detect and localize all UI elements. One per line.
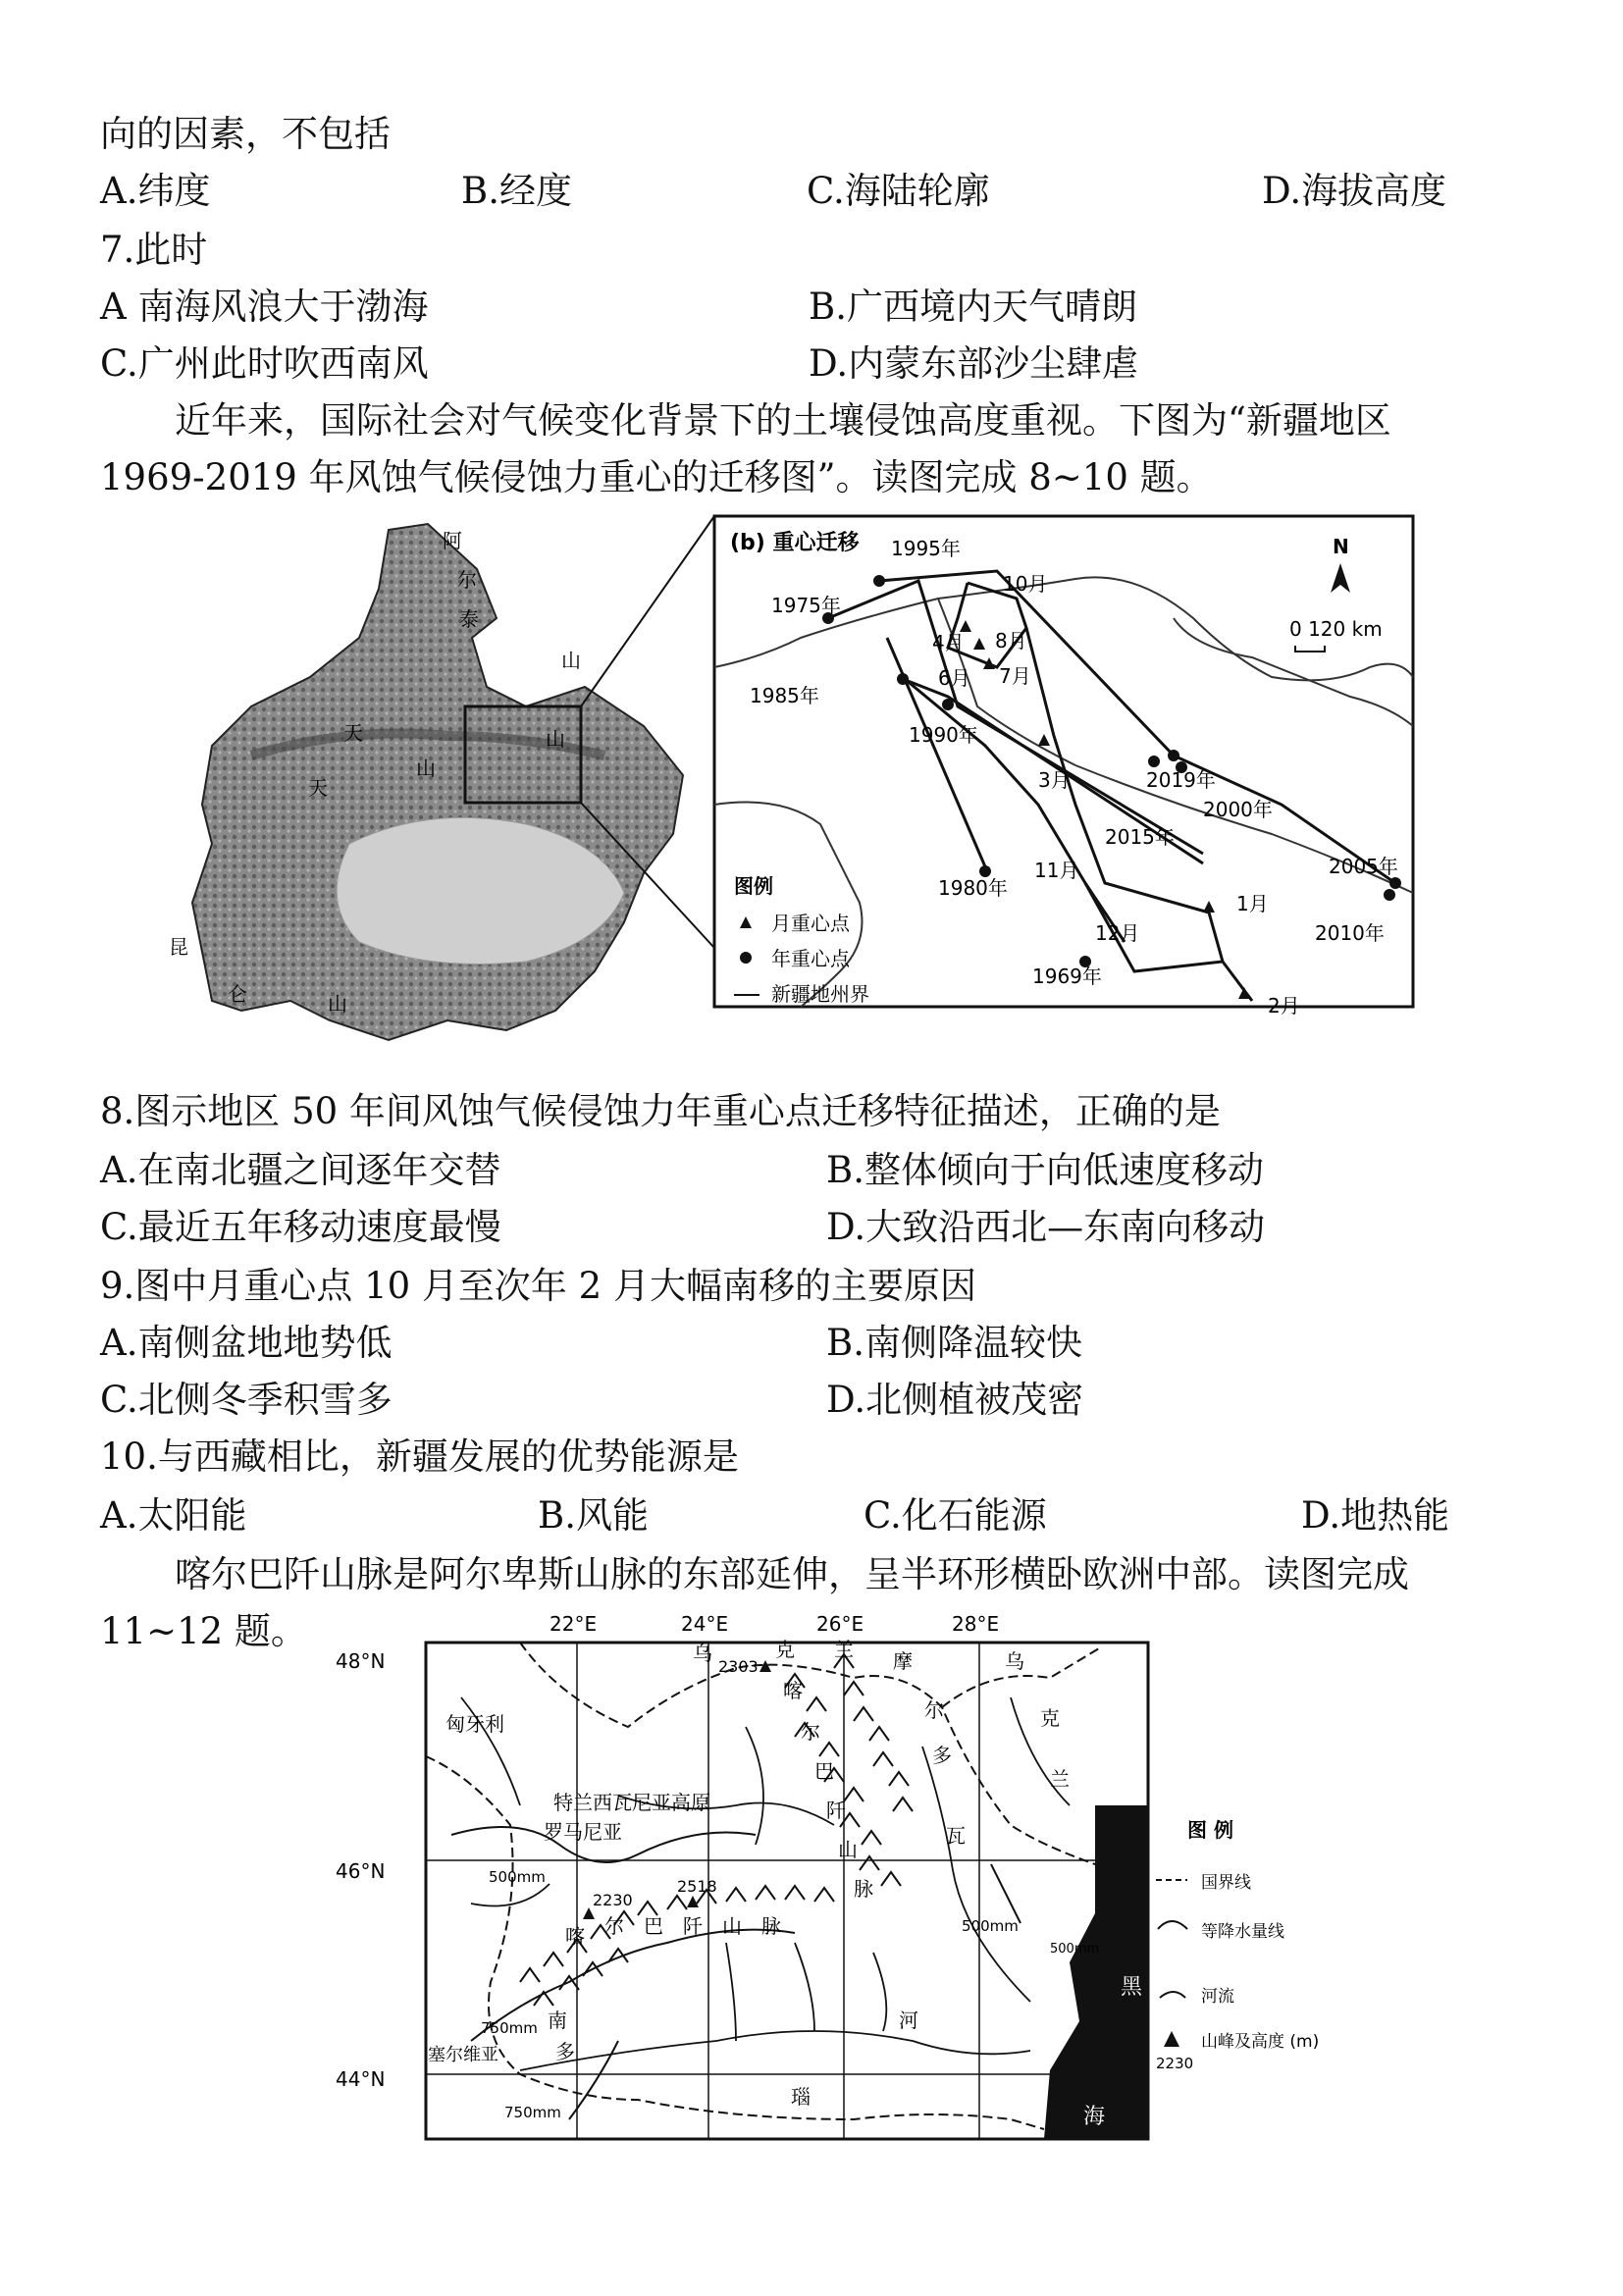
map-label-tianshan-3: 天 xyxy=(308,776,328,800)
lon-26: 26°E xyxy=(816,1612,864,1636)
fig2-legend xyxy=(1156,1818,1319,2072)
range-e-2: 尔 xyxy=(801,1720,820,1744)
lat-46: 46°N xyxy=(336,1859,386,1883)
map-label-altai-2: 尔 xyxy=(457,568,477,592)
q7-option-b[interactable]: B.广西境内天气晴朗 xyxy=(809,286,1137,328)
legend2-title: 图 例 xyxy=(1187,1818,1233,1842)
label-hungary: 匈牙利 xyxy=(445,1712,504,1736)
label-transylvania: 特兰西瓦尼亚高原 xyxy=(553,1791,710,1814)
range-e-4: 阡 xyxy=(826,1799,846,1822)
centroid-migration-panel xyxy=(714,516,1413,1018)
q7-option-c[interactable]: C.广州此时吹西南风 xyxy=(100,342,429,385)
map-label-tianshan-1: 天 xyxy=(343,721,363,745)
legend-monthly: 月重心点 xyxy=(771,912,850,935)
xinjiang-relief-map xyxy=(169,516,714,1040)
q8-option-b[interactable]: B.整体倾向于向低速度移动 xyxy=(826,1149,1264,1191)
range-s-5: 山 xyxy=(722,1914,742,1938)
label-1969: 1969年 xyxy=(1032,965,1102,988)
q9-stem: 9.图中月重心点 10 月至次年 2 月大幅南移的主要原因 xyxy=(100,1265,976,1307)
q9-option-a[interactable]: A.南侧盆地地势低 xyxy=(100,1322,393,1364)
q10-option-a[interactable]: A.太阳能 xyxy=(100,1494,247,1537)
peak-label-2230: 2230 xyxy=(593,1891,633,1909)
lon-24: 24°E xyxy=(681,1612,729,1636)
isohyet-750-w: 750mm xyxy=(481,2019,538,2037)
q6-option-c[interactable]: C.海陆轮廓 xyxy=(807,170,990,212)
label-moldova-1: 摩 xyxy=(893,1649,913,1673)
q8-stem: 8.图示地区 50 年间风蚀气候侵蚀力年重心点迁移特征描述，正确的是 xyxy=(100,1090,1221,1132)
annual-point-2005 xyxy=(1389,877,1401,889)
label-mar: 3月 xyxy=(1038,768,1071,792)
panel-title: (b) 重心迁移 xyxy=(730,531,860,555)
label-2015: 2015年 xyxy=(1105,825,1175,849)
label-feb: 2月 xyxy=(1268,994,1300,1018)
legend-boundary: 新疆地州界 xyxy=(771,982,869,1006)
label-2019: 2019年 xyxy=(1146,768,1216,792)
q6-option-a[interactable]: A.纬度 xyxy=(100,170,211,212)
legend-title: 图例 xyxy=(734,874,773,898)
label-aug: 8月 xyxy=(995,629,1027,652)
legend2-border: 国界线 xyxy=(1201,1873,1251,1893)
intro-11-12-line1: 喀尔巴阡山脉是阿尔卑斯山脉的东部延伸，呈半环形横卧欧洲中部。读图完成 xyxy=(175,1553,1409,1595)
q8-option-c[interactable]: C.最近五年移动速度最慢 xyxy=(100,1206,501,1248)
q10-option-b[interactable]: B.风能 xyxy=(538,1494,649,1537)
label-ukraine-2: 克 xyxy=(775,1638,795,1661)
label-1975: 1975年 xyxy=(771,594,841,617)
map-label-altai-1: 阿 xyxy=(443,529,462,552)
label-dec: 12月 xyxy=(1095,921,1140,945)
legend2-river: 河流 xyxy=(1201,1987,1234,2007)
q10-stem: 10.与西藏相比，新疆发展的优势能源是 xyxy=(100,1435,739,1478)
annual-point-2010 xyxy=(1384,889,1395,901)
xinjiang-figure-svg xyxy=(94,510,1429,1060)
annual-point-2015 xyxy=(1148,756,1160,767)
map-label-kunlun-3: 山 xyxy=(328,992,347,1016)
label-moldova-3: 多 xyxy=(932,1744,952,1767)
peak-label-2518: 2518 xyxy=(677,1877,717,1896)
label-ukraine-1: 乌 xyxy=(693,1642,712,1665)
label-serbia: 塞尔维亚 xyxy=(428,2045,498,2065)
map-label-tianshan-2: 山 xyxy=(546,727,565,751)
label-1995: 1995年 xyxy=(891,537,961,560)
legend2-peak-sample: 2230 xyxy=(1156,2055,1194,2072)
carpathian-map-svg xyxy=(324,1609,1354,2159)
river-label-2: 多 xyxy=(555,2040,575,2063)
label-ukraine-e2: 克 xyxy=(1040,1706,1060,1730)
label-oct: 10月 xyxy=(1003,572,1048,596)
q6-option-b[interactable]: B.经度 xyxy=(461,170,572,212)
range-s-3: 巴 xyxy=(644,1914,663,1938)
legend2-peak: 山峰及高度 (m) xyxy=(1201,2032,1320,2052)
q7-option-a[interactable]: A 南海风浪大于渤海 xyxy=(100,286,429,328)
map-label-altai-3: 泰 xyxy=(459,607,479,631)
range-s-4: 阡 xyxy=(683,1914,703,1938)
legend2-isohyet-icon xyxy=(1158,1921,1187,1929)
range-e-3: 巴 xyxy=(814,1759,834,1783)
q6-stem-continuation: 向的因素，不包括 xyxy=(100,113,391,155)
intro-8-10-line2: 1969-2019 年风蚀气候侵蚀力重心的迁移图”。读图完成 8~10 题。 xyxy=(100,456,1213,498)
legend2-isohyet: 等降水量线 xyxy=(1201,1922,1284,1942)
annual-point-1995 xyxy=(873,575,885,587)
label-2000: 2000年 xyxy=(1203,798,1273,821)
river-label-4: 瑙 xyxy=(791,2085,811,2109)
isohyet-500-e: 500mm xyxy=(962,1917,1019,1935)
river-label-1: 南 xyxy=(548,2009,567,2032)
isohyet-750-s: 750mm xyxy=(504,2104,561,2121)
isohyet-500-w: 500mm xyxy=(489,1868,546,1886)
map-label-tianshan-4: 山 xyxy=(416,757,436,780)
lat-48: 48°N xyxy=(336,1649,386,1673)
north-label: N xyxy=(1333,535,1349,558)
q10-option-d[interactable]: D.地热能 xyxy=(1301,1494,1450,1537)
label-moldova-4: 瓦 xyxy=(946,1824,966,1848)
q7-option-d[interactable]: D.内蒙东部沙尘肆虐 xyxy=(809,342,1139,385)
range-s-2: 尔 xyxy=(604,1914,624,1938)
map-label-altai-4: 山 xyxy=(561,649,581,672)
annual-point-1985 xyxy=(897,673,909,685)
range-e-5: 山 xyxy=(838,1838,858,1861)
label-ukraine-3: 兰 xyxy=(834,1638,854,1661)
q9-option-d[interactable]: D.北侧植被茂密 xyxy=(826,1379,1084,1421)
label-2010: 2010年 xyxy=(1315,921,1385,945)
sea-label-2: 海 xyxy=(1083,2105,1106,2129)
label-ukraine-e3: 兰 xyxy=(1050,1767,1070,1791)
isohyet-500-sea: 500mm xyxy=(1050,1942,1100,1957)
legend-annual: 年重心点 xyxy=(771,947,850,970)
label-apr: 4月 xyxy=(932,631,965,654)
label-jul: 7月 xyxy=(999,664,1031,688)
map-label-kunlun-1: 昆 xyxy=(169,935,188,959)
carpathian-map-figure xyxy=(324,1609,1354,2159)
legend2-river-icon xyxy=(1160,1992,1185,1998)
q10-option-c[interactable]: C.化石能源 xyxy=(864,1494,1047,1537)
legend-dot-icon xyxy=(740,952,752,964)
lon-22: 22°E xyxy=(550,1612,598,1636)
intro-8-10-line1: 近年来，国际社会对气候变化背景下的土壤侵蚀高度重视。下图为“新疆地区 xyxy=(175,399,1391,442)
lon-28: 28°E xyxy=(952,1612,1000,1636)
annual-point-1990 xyxy=(942,699,954,710)
label-moldova-2: 尔 xyxy=(924,1698,944,1722)
map-label-kunlun-2: 仑 xyxy=(228,982,247,1006)
label-nov: 11月 xyxy=(1034,859,1079,882)
xinjiang-centroid-figure xyxy=(94,510,1429,1060)
q6-option-d[interactable]: D.海拔高度 xyxy=(1262,170,1447,212)
label-jan: 1月 xyxy=(1236,892,1269,915)
legend2-peak-icon xyxy=(1164,2031,1179,2047)
peak-label-2303: 2303 xyxy=(718,1657,759,1676)
sea-label-1: 黑 xyxy=(1121,1975,1143,2000)
intro-11-12-line2: 11~12 题。 xyxy=(100,1610,307,1652)
range-e-6: 脉 xyxy=(854,1877,873,1901)
river-label-3: 河 xyxy=(899,2009,918,2032)
lat-44: 44°N xyxy=(336,2067,386,2091)
label-1980: 1980年 xyxy=(938,876,1008,900)
q8-option-a[interactable]: A.在南北疆之间逐年交替 xyxy=(100,1149,501,1191)
label-romania: 罗马尼亚 xyxy=(544,1820,622,1844)
q9-option-c[interactable]: C.北侧冬季积雪多 xyxy=(100,1379,393,1421)
annual-point-2019 xyxy=(1168,750,1179,761)
q9-option-b[interactable]: B.南侧降温较快 xyxy=(826,1322,1082,1364)
label-2005: 2005年 xyxy=(1329,855,1398,878)
scale-label: 0 120 km xyxy=(1289,617,1383,641)
range-s-6: 脉 xyxy=(761,1914,781,1938)
range-s-1: 喀 xyxy=(565,1924,585,1948)
q7-stem: 7.此时 xyxy=(100,229,208,271)
range-e-1: 喀 xyxy=(783,1679,803,1702)
q8-option-d[interactable]: D.大致沿西北—东南向移动 xyxy=(826,1206,1266,1248)
label-ukraine-e1: 乌 xyxy=(1005,1649,1024,1673)
label-1990: 1990年 xyxy=(909,723,978,747)
label-jun: 6月 xyxy=(938,666,970,690)
label-1985: 1985年 xyxy=(750,684,819,707)
